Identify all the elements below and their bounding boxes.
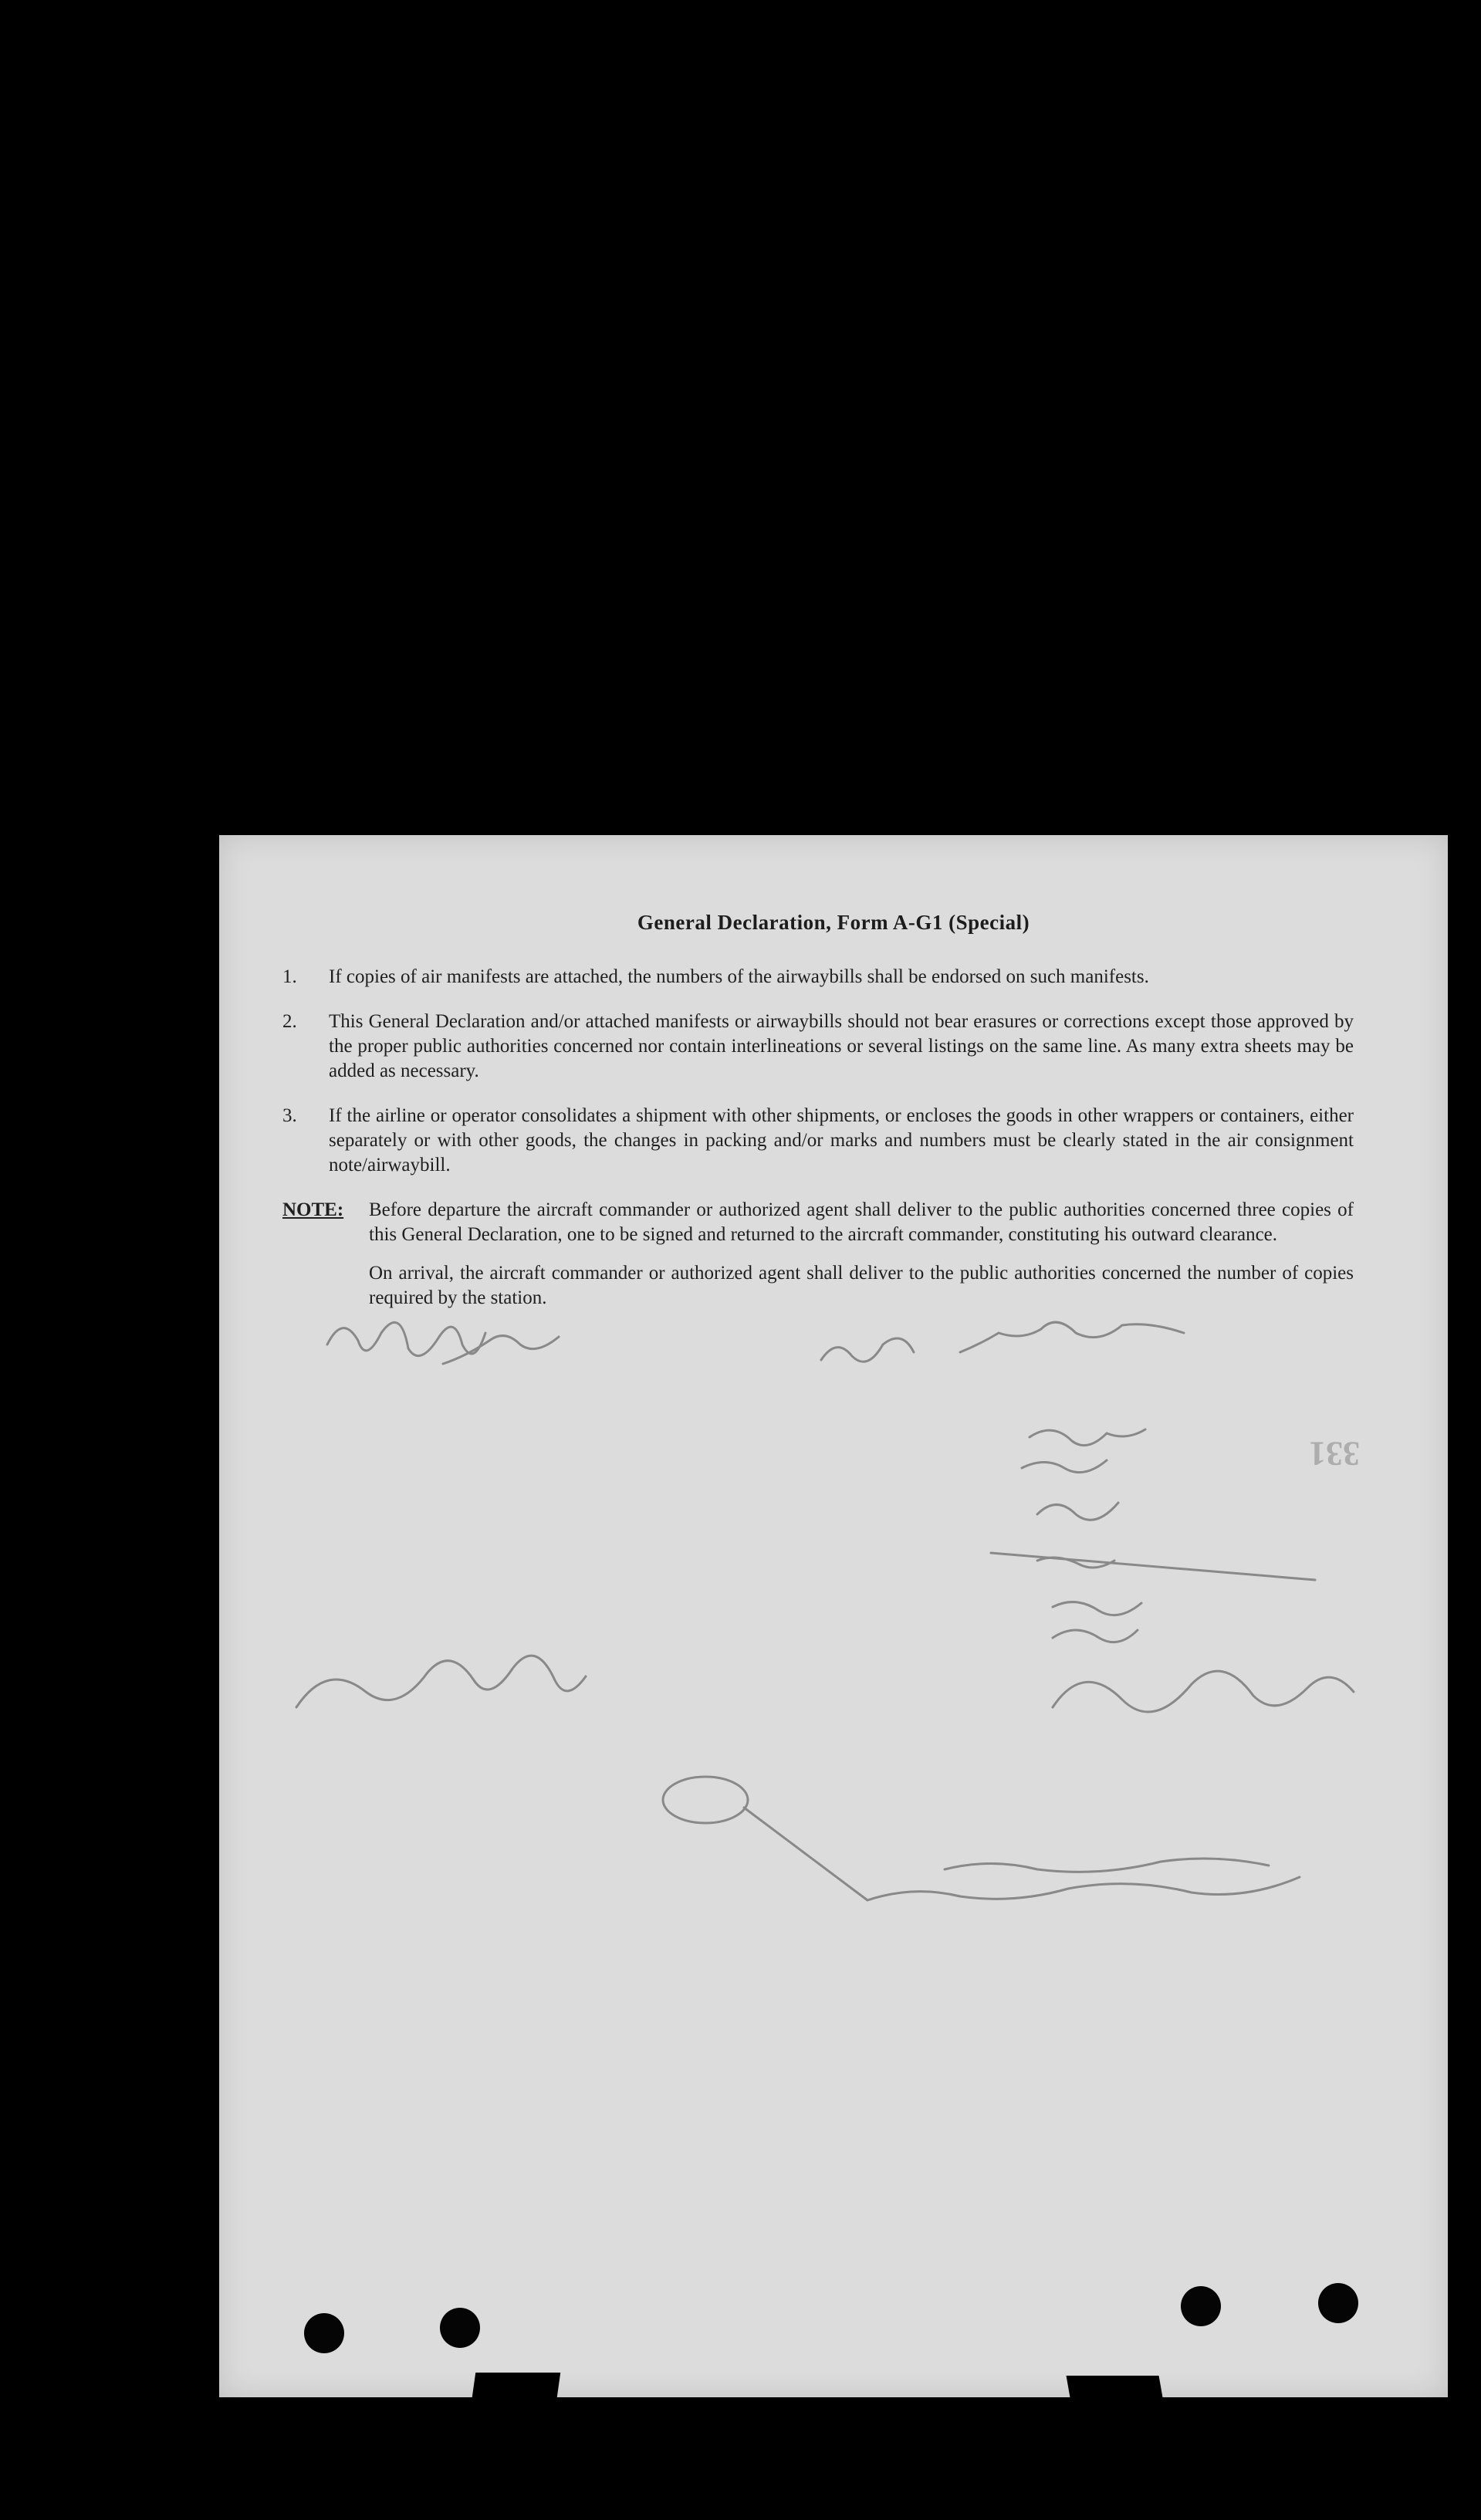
punch-hole	[304, 2313, 344, 2353]
handwriting-stroke	[1030, 1429, 1145, 1446]
handwriting-stroke	[1053, 1671, 1354, 1712]
torn-edge	[472, 2373, 560, 2397]
handwriting-stroke	[744, 1808, 867, 1900]
note-paragraph: On arrival, the aircraft commander or authorized agent shall deliver to the public authorities concerned the number of copies required by the station.	[369, 1263, 1354, 1308]
instruction-number: 3.	[282, 1105, 297, 1126]
document-page	[219, 835, 1448, 2397]
instruction-number: 2.	[282, 1011, 297, 1032]
punch-hole	[440, 2308, 480, 2348]
handwriting-oval	[663, 1777, 748, 1823]
handwriting-stroke	[867, 1877, 1300, 1900]
handwriting-stroke	[296, 1656, 586, 1707]
form-title: General Declaration, Form A-G1 (Special)	[637, 911, 1030, 934]
instruction-text: If the airline or operator consolidates a shipment with other shipments, or encloses the goods in other wrappers or containers, either separately or with other goods, the changes in packing and/or marks and numbers must be clearly stated in the air consignment note/airwaybill.	[329, 1105, 1354, 1175]
note-label: NOTE:	[282, 1199, 344, 1220]
bleed-through-stamp-number: 331	[1309, 1435, 1360, 1473]
handwriting-stroke	[1037, 1503, 1118, 1520]
instruction-text: If copies of air manifests are attached, the numbers of the airwaybills shall be endorsed on such manifests.	[329, 966, 1149, 987]
handwriting-stroke	[945, 1859, 1269, 1872]
instruction-text: This General Declaration and/or attached manifests or airwaybills should not bear erasures or corrections except those approved by the proper public authorities concerned nor contain interlineations or several listings on the same line. As many extra sheets may be added as necessary.	[329, 1011, 1354, 1081]
handwriting-stroke	[1053, 1630, 1138, 1642]
punch-hole	[1181, 2286, 1221, 2326]
handwriting-stroke	[1022, 1460, 1107, 1473]
note-paragraph: Before departure the aircraft commander or authorized agent shall deliver to the public authorities concerned three copies of this General Declaration, one to be signed and returned to the aircraft commander, constituting his outward clearance.	[369, 1199, 1354, 1245]
punch-hole	[1318, 2283, 1358, 2323]
instruction-number: 1.	[282, 966, 297, 987]
bleed-through-handwriting	[219, 835, 1448, 2397]
handwriting-stroke	[960, 1322, 1184, 1352]
handwriting-stroke	[1053, 1602, 1141, 1615]
handwriting-stroke	[821, 1338, 914, 1361]
handwriting-stroke	[327, 1322, 485, 1355]
torn-edge	[1067, 2376, 1163, 2397]
handwriting-stroke	[991, 1553, 1315, 1580]
